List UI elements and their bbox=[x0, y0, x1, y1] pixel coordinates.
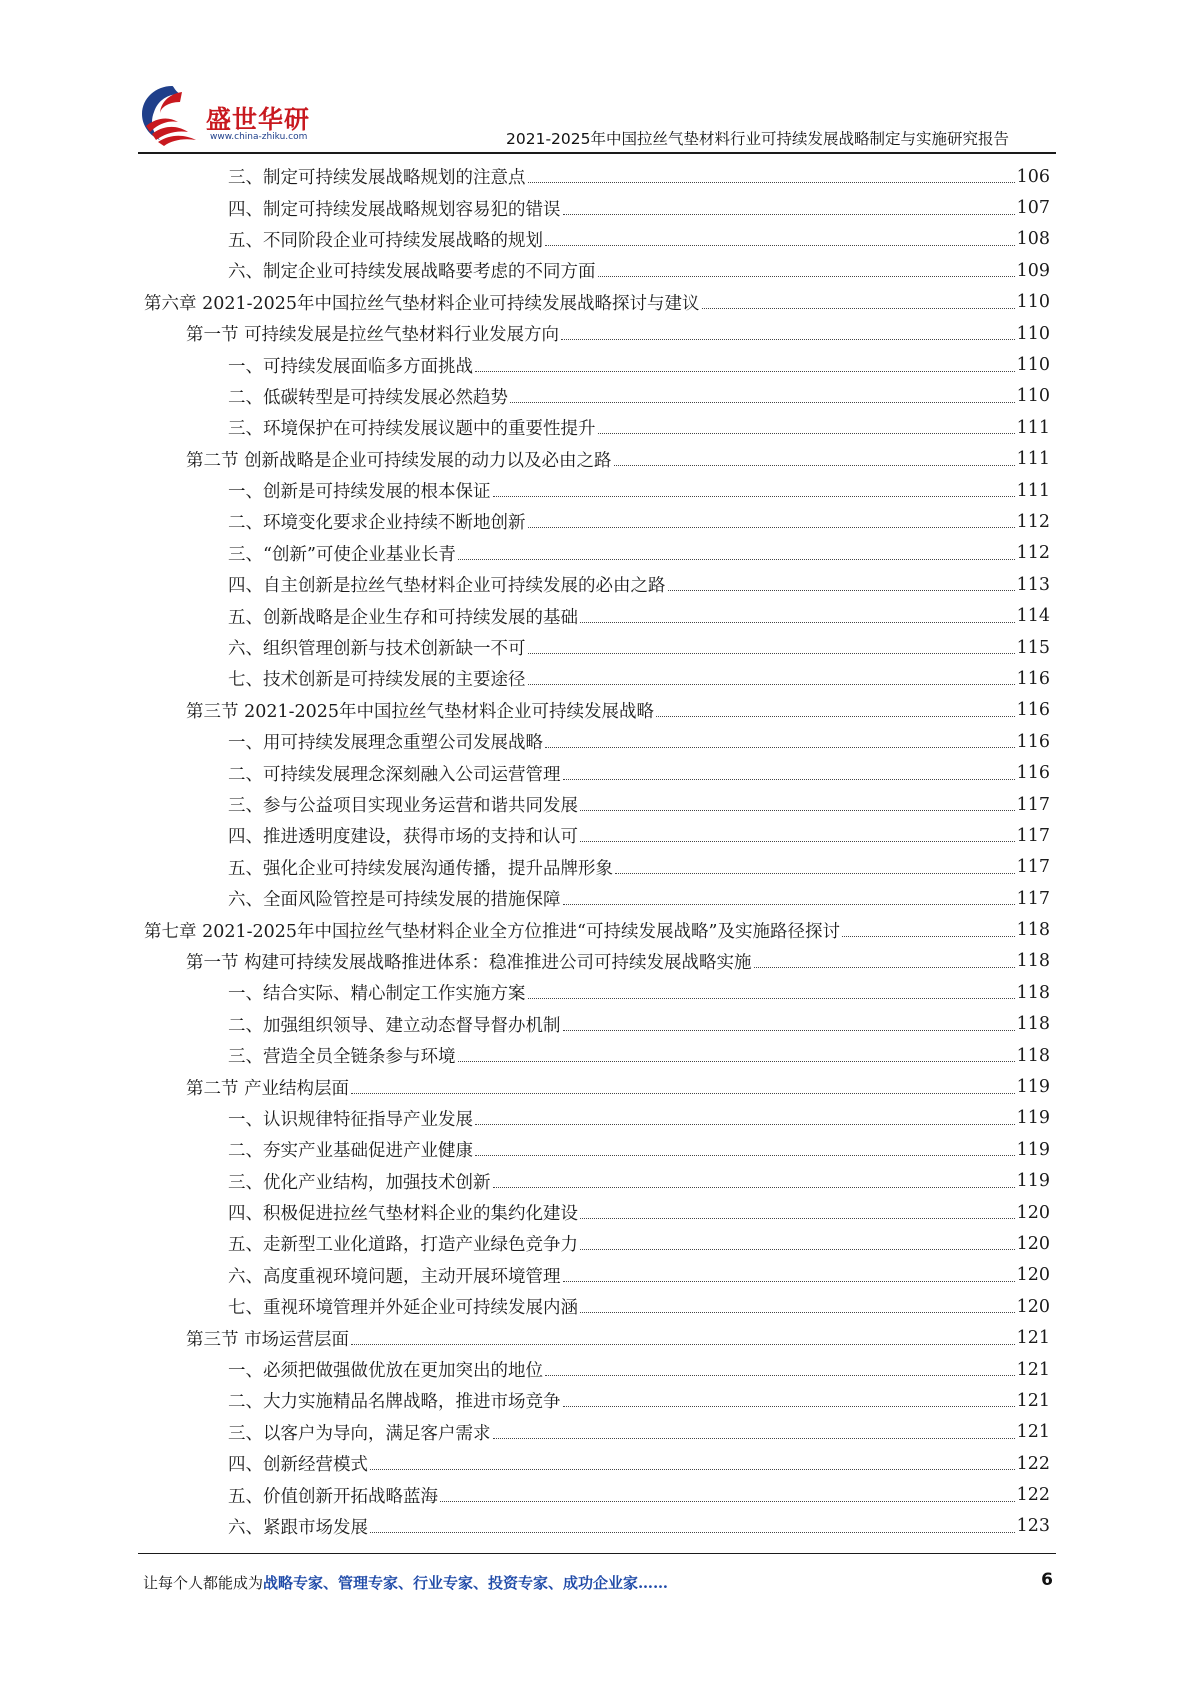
toc-entry-page: 121 bbox=[1016, 1328, 1050, 1349]
toc-entry[interactable] bbox=[144, 757, 1050, 788]
toc-entry-title: 四、制定可持续发展战略规划容易犯的错误 bbox=[228, 199, 561, 220]
toc-entry-title: 二、环境变化要求企业持续不断地创新 bbox=[228, 513, 526, 534]
toc-dot-leader bbox=[563, 904, 1015, 905]
toc-entry-title: 三、优化产业结构，加强技术创新 bbox=[228, 1172, 491, 1193]
toc-entry[interactable] bbox=[144, 255, 1050, 286]
toc-entry-page: 119 bbox=[1016, 1077, 1050, 1098]
toc-dot-leader bbox=[656, 716, 1015, 717]
toc-entry-page: 121 bbox=[1016, 1422, 1050, 1443]
toc-entry[interactable] bbox=[144, 287, 1050, 318]
toc-entry[interactable] bbox=[144, 977, 1050, 1008]
toc-dot-leader bbox=[563, 1406, 1015, 1407]
toc-dot-leader bbox=[458, 559, 1015, 560]
toc-entry-page: 120 bbox=[1016, 1202, 1050, 1223]
toc-entry-title: 四、推进透明度建设，获得市场的支持和认可 bbox=[228, 827, 578, 848]
toc-dot-leader bbox=[580, 1218, 1015, 1219]
toc-entry-page: 117 bbox=[1016, 794, 1050, 815]
toc-entry-title: 一、必须把做强做优放在更加突出的地位 bbox=[228, 1361, 543, 1382]
toc-entry[interactable] bbox=[144, 1197, 1050, 1228]
toc-entry-page: 110 bbox=[1016, 323, 1050, 344]
toc-dot-leader bbox=[351, 1344, 1015, 1345]
toc-entry[interactable] bbox=[144, 1134, 1050, 1165]
header-divider bbox=[138, 152, 1056, 154]
toc-dot-leader bbox=[528, 527, 1015, 528]
toc-entry-title: 第七章 2021-2025年中国拉丝气垫材料企业全方位推进“可持续发展战略”及实施路径探讨 bbox=[144, 921, 840, 942]
toc-entry[interactable] bbox=[144, 1291, 1050, 1322]
toc-entry-page: 119 bbox=[1016, 1139, 1050, 1160]
toc-entry-page: 121 bbox=[1016, 1390, 1050, 1411]
logo-text: 盛世华研 bbox=[206, 105, 311, 134]
toc-entry-page: 106 bbox=[1016, 166, 1050, 187]
toc-entry-title: 六、制定企业可持续发展战略要考虑的不同方面 bbox=[228, 262, 596, 283]
toc-entry[interactable] bbox=[144, 1385, 1050, 1416]
toc-entry-title: 第三节 市场运营层面 bbox=[186, 1329, 350, 1350]
toc-entry-page: 110 bbox=[1016, 386, 1050, 407]
toc-entry-title: 四、自主创新是拉丝气垫材料企业可持续发展的必由之路 bbox=[228, 576, 666, 597]
footer-slogan-accent: 战略专家、管理专家、行业专家、投资专家、成功企业家…… bbox=[263, 1574, 669, 1592]
toc-entry[interactable] bbox=[144, 381, 1050, 412]
toc-entry[interactable] bbox=[144, 1448, 1050, 1479]
toc-entry-title: 第一节 可持续发展是拉丝气垫材料行业发展方向 bbox=[186, 325, 560, 346]
toc-entry-page: 119 bbox=[1016, 1171, 1050, 1192]
toc-entry[interactable] bbox=[144, 1417, 1050, 1448]
toc-entry-title: 六、全面风险管控是可持续发展的措施保障 bbox=[228, 890, 561, 911]
toc-entry-title: 第三节 2021-2025年中国拉丝气垫材料企业可持续发展战略 bbox=[186, 701, 655, 722]
toc-entry[interactable] bbox=[144, 883, 1050, 914]
toc-dot-leader bbox=[493, 1187, 1015, 1188]
toc-entry-page: 120 bbox=[1016, 1296, 1050, 1317]
toc-entry-title: 第一节 构建可持续发展战略推进体系：稳准推进公司可持续发展战略实施 bbox=[186, 952, 752, 973]
toc-entry-title: 二、加强组织领导、建立动态督导督办机制 bbox=[228, 1015, 561, 1036]
toc-entry-page: 109 bbox=[1016, 260, 1050, 281]
toc-entry-page: 115 bbox=[1016, 637, 1050, 658]
toc-entry-page: 117 bbox=[1016, 857, 1050, 878]
toc-entry[interactable] bbox=[144, 1040, 1050, 1071]
toc-entry[interactable] bbox=[144, 1103, 1050, 1134]
toc-entry[interactable] bbox=[144, 161, 1050, 192]
footer-slogan-prefix: 让每个人都能成为 bbox=[143, 1574, 264, 1592]
toc-dot-leader bbox=[545, 747, 1015, 748]
toc-entry[interactable] bbox=[144, 506, 1050, 537]
toc-entry[interactable] bbox=[144, 1260, 1050, 1291]
toc-entry-page: 121 bbox=[1016, 1359, 1050, 1380]
toc-dot-leader bbox=[528, 653, 1015, 654]
toc-entry-page: 117 bbox=[1016, 825, 1050, 846]
toc-entry[interactable] bbox=[144, 726, 1050, 757]
toc-entry[interactable] bbox=[144, 192, 1050, 223]
toc-entry-page: 116 bbox=[1016, 700, 1050, 721]
toc-entry-title: 五、走新型工业化道路，打造产业绿色竞争力 bbox=[228, 1235, 578, 1256]
toc-entry[interactable] bbox=[144, 1479, 1050, 1510]
toc-entry-title: 四、创新经营模式 bbox=[228, 1455, 368, 1476]
toc-dot-leader bbox=[545, 1375, 1015, 1376]
toc-dot-leader bbox=[528, 182, 1015, 183]
toc-entry-page: 123 bbox=[1016, 1516, 1050, 1537]
toc-entry[interactable] bbox=[144, 349, 1050, 380]
toc-entry-title: 五、价值创新开拓战略蓝海 bbox=[228, 1486, 438, 1507]
toc-entry-page: 114 bbox=[1016, 606, 1050, 627]
toc-entry-page: 119 bbox=[1016, 1108, 1050, 1129]
toc-entry[interactable] bbox=[144, 852, 1050, 883]
toc-entry-title: 二、可持续发展理念深刻融入公司运营管理 bbox=[228, 764, 561, 785]
toc-dot-leader bbox=[528, 684, 1015, 685]
toc-dot-leader bbox=[561, 339, 1015, 340]
toc-entry-page: 111 bbox=[1016, 449, 1050, 470]
toc-dot-leader bbox=[580, 841, 1015, 842]
toc-entry[interactable] bbox=[144, 946, 1050, 977]
toc-entry-page: 113 bbox=[1016, 574, 1050, 595]
toc-entry[interactable] bbox=[144, 569, 1050, 600]
toc-entry-title: 一、结合实际、精心制定工作实施方案 bbox=[228, 984, 526, 1005]
toc-dot-leader bbox=[545, 245, 1015, 246]
toc-dot-leader bbox=[702, 308, 1015, 309]
toc-dot-leader bbox=[580, 622, 1015, 623]
toc-entry-title: 五、创新战略是企业生存和可持续发展的基础 bbox=[228, 607, 578, 628]
toc-entry-title: 二、夯实产业基础促进产业健康 bbox=[228, 1141, 473, 1162]
toc-entry[interactable] bbox=[144, 663, 1050, 694]
toc-entry[interactable] bbox=[144, 444, 1050, 475]
toc-dot-leader bbox=[351, 1093, 1015, 1094]
toc-entry-title: 七、技术创新是可持续发展的主要途径 bbox=[228, 670, 526, 691]
toc-dot-leader bbox=[598, 433, 1015, 434]
toc-entry-title: 三、环境保护在可持续发展议题中的重要性提升 bbox=[228, 419, 596, 440]
toc-dot-leader bbox=[563, 214, 1015, 215]
toc-entry-page: 120 bbox=[1016, 1233, 1050, 1254]
toc-entry-title: 三、“创新”可使企业基业长青 bbox=[228, 544, 456, 565]
toc-entry-page: 118 bbox=[1016, 982, 1050, 1003]
toc-dot-leader bbox=[563, 1030, 1015, 1031]
toc-dot-leader bbox=[493, 496, 1015, 497]
toc-dot-leader bbox=[528, 998, 1015, 999]
toc-entry-page: 116 bbox=[1016, 668, 1050, 689]
toc-dot-leader bbox=[563, 1281, 1015, 1282]
toc-entry-title: 一、创新是可持续发展的根本保证 bbox=[228, 482, 491, 503]
toc-entry-title: 四、积极促进拉丝气垫材料企业的集约化建设 bbox=[228, 1204, 578, 1225]
toc-entry[interactable] bbox=[144, 914, 1050, 945]
toc-dot-leader bbox=[598, 276, 1015, 277]
toc-entry-page: 108 bbox=[1016, 229, 1050, 250]
toc-entry[interactable] bbox=[144, 695, 1050, 726]
toc-dot-leader bbox=[615, 873, 1015, 874]
toc-entry-title: 三、参与公益项目实现业务运营和谐共同发展 bbox=[228, 796, 578, 816]
footer-divider bbox=[138, 1553, 1056, 1554]
toc-entry-page: 118 bbox=[1016, 1045, 1050, 1066]
toc-entry[interactable] bbox=[144, 1009, 1050, 1040]
toc-dot-leader bbox=[440, 1501, 1015, 1502]
page-number: 6 bbox=[1041, 1570, 1053, 1590]
toc-dot-leader bbox=[475, 1155, 1015, 1156]
page-header bbox=[0, 0, 1191, 160]
toc-entry-title: 二、低碳转型是可持续发展必然趋势 bbox=[228, 387, 508, 408]
toc-entry-page: 110 bbox=[1016, 292, 1050, 313]
toc-entry-page: 111 bbox=[1016, 417, 1050, 438]
toc-entry-page: 112 bbox=[1016, 543, 1050, 564]
toc-dot-leader bbox=[510, 402, 1015, 403]
toc-dot-leader bbox=[475, 1124, 1015, 1125]
toc-dot-leader bbox=[580, 1312, 1015, 1313]
toc-dot-leader bbox=[493, 1438, 1015, 1439]
toc-entry-page: 110 bbox=[1016, 355, 1050, 376]
toc-dot-leader bbox=[370, 1469, 1015, 1470]
toc-entry[interactable] bbox=[144, 632, 1050, 663]
toc-entry-title: 一、可持续发展面临多方面挑战 bbox=[228, 356, 473, 377]
report-title: 2021-2025年中国拉丝气垫材料行业可持续发展战略制定与实施研究报告 bbox=[506, 130, 1009, 148]
toc-dot-leader bbox=[475, 371, 1015, 372]
toc-entry-page: 117 bbox=[1016, 888, 1050, 909]
toc-entry[interactable] bbox=[144, 318, 1050, 349]
toc-entry-page: 112 bbox=[1016, 511, 1050, 532]
toc-entry-title: 三、以客户为导向，满足客户需求 bbox=[228, 1423, 491, 1444]
toc-dot-leader bbox=[614, 465, 1015, 466]
toc-entry-page: 116 bbox=[1016, 731, 1050, 752]
toc-entry-page: 118 bbox=[1016, 920, 1050, 941]
toc-entry[interactable] bbox=[144, 1166, 1050, 1197]
toc-dot-leader bbox=[842, 936, 1015, 937]
toc-entry-title: 五、不同阶段企业可持续发展战略的规划 bbox=[228, 230, 543, 251]
toc-entry-page: 107 bbox=[1016, 198, 1050, 219]
toc-entry-title: 三、营造全员全链条参与环境 bbox=[228, 1047, 456, 1068]
toc-entry-title: 一、认识规律特征指导产业发展 bbox=[228, 1109, 473, 1130]
toc-entry[interactable] bbox=[144, 1228, 1050, 1259]
toc-entry-title: 一、用可持续发展理念重塑公司发展战略 bbox=[228, 733, 543, 754]
toc-dot-leader bbox=[370, 1532, 1015, 1533]
toc-entry-page: 111 bbox=[1016, 480, 1050, 501]
toc-entry[interactable] bbox=[144, 789, 1050, 820]
toc-entry-title: 第六章 2021-2025年中国拉丝气垫材料企业可持续发展战略探讨与建议 bbox=[144, 293, 700, 314]
toc-entry-title: 六、紧跟市场发展 bbox=[228, 1517, 368, 1538]
toc-entry[interactable] bbox=[144, 1354, 1050, 1385]
toc-entry-title: 六、组织管理创新与技术创新缺一不可 bbox=[228, 639, 526, 660]
toc-entry-page: 118 bbox=[1016, 1014, 1050, 1035]
toc-entry-title: 三、制定可持续发展战略规划的注意点 bbox=[228, 168, 526, 189]
toc-dot-leader bbox=[458, 1061, 1015, 1062]
toc-entry[interactable] bbox=[144, 224, 1050, 255]
toc-dot-leader bbox=[580, 1249, 1015, 1250]
toc-entry-title: 七、重视环境管理并外延企业可持续发展内涵 bbox=[228, 1298, 578, 1319]
toc-entry[interactable] bbox=[144, 412, 1050, 443]
toc-entry-page: 116 bbox=[1016, 763, 1050, 784]
toc-entry[interactable] bbox=[144, 820, 1050, 851]
logo-url: www.china-zhiku.com bbox=[210, 132, 308, 142]
toc-entry[interactable] bbox=[144, 1511, 1050, 1542]
toc-entry-title: 五、强化企业可持续发展沟通传播，提升品牌形象 bbox=[228, 858, 613, 879]
toc-entry-title: 第二节 产业结构层面 bbox=[186, 1078, 350, 1099]
toc-dot-leader bbox=[580, 810, 1015, 811]
toc-entry[interactable] bbox=[144, 1322, 1050, 1353]
toc-entry[interactable] bbox=[144, 1071, 1050, 1102]
toc-dot-leader bbox=[563, 779, 1015, 780]
toc-dot-leader bbox=[754, 967, 1015, 968]
toc-entry[interactable] bbox=[144, 475, 1050, 506]
toc-entry-title: 第二节 创新战略是企业可持续发展的动力以及必由之路 bbox=[186, 450, 612, 471]
toc-entry-title: 二、大力实施精品名牌战略，推进市场竞争 bbox=[228, 1392, 561, 1413]
toc-entry-title: 六、高度重视环境问题，主动开展环境管理 bbox=[228, 1266, 561, 1287]
toc-entry[interactable] bbox=[144, 600, 1050, 631]
toc-entry[interactable] bbox=[144, 538, 1050, 569]
toc-dot-leader bbox=[668, 590, 1015, 591]
toc-entry-page: 122 bbox=[1016, 1453, 1050, 1474]
toc-entry-page: 120 bbox=[1016, 1265, 1050, 1286]
footer-slogan bbox=[143, 1572, 668, 1593]
toc-entry-page: 122 bbox=[1016, 1485, 1050, 1506]
table-of-contents bbox=[144, 161, 1050, 1542]
toc-entry-page: 118 bbox=[1016, 951, 1050, 972]
